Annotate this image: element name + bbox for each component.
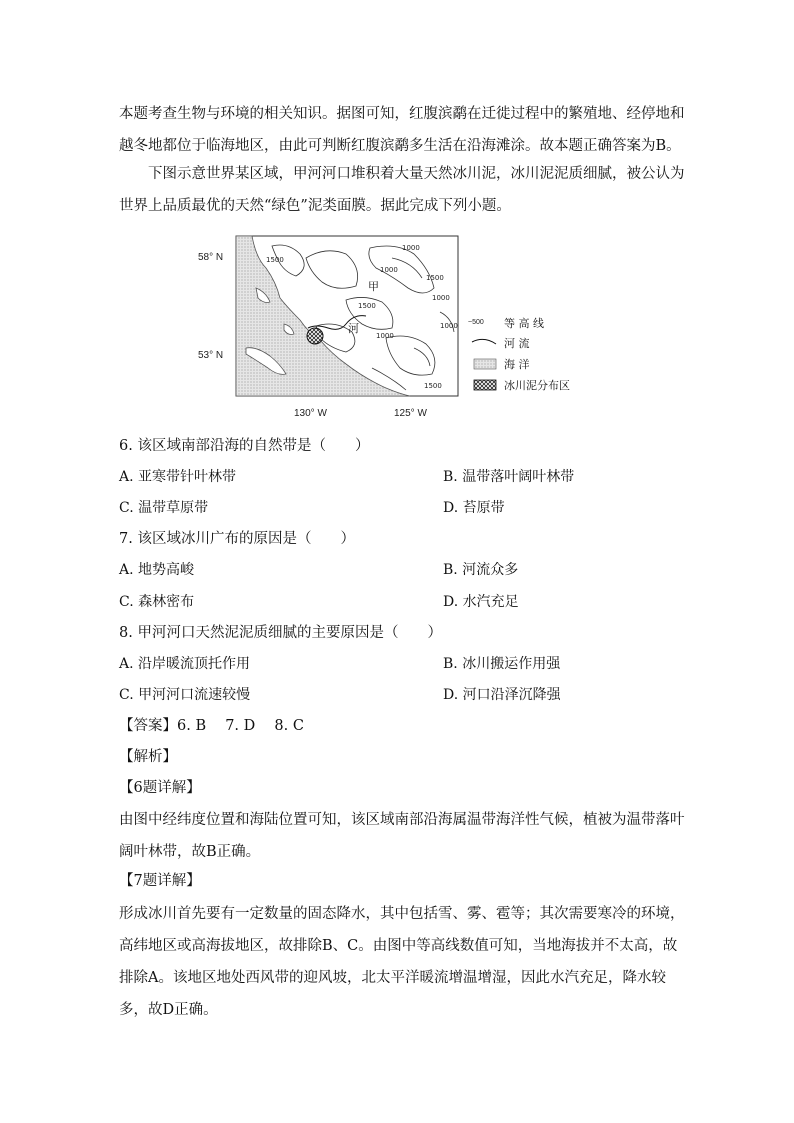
region-map [196,228,596,424]
glacial-mud-area [307,328,323,344]
legend-ocean-symbol [474,359,496,369]
question-8-option-c: C. 甲河河口流速较慢 [119,687,251,703]
question-7-option-d: D. 水汽充足 [443,594,519,610]
question-7-option-b: B. 河流众多 [443,562,519,578]
detail-7-text: 形成冰川首先要有一定数量的固态降水，其中包括雪、雾、雹等；其次需要寒冷的环境，高纬地区或高海拔地区，故排除B、C。由图中等高线数值可知，当地海拔并不太高，故排除A。该地区地处西风带的迎风坡，北太平洋暖流增温增湿，因此水汽充足，降水较多，故D正确。 [119,906,685,1018]
contour-label: 1000 [402,244,420,252]
lon-label-125: 125° W [394,408,427,419]
question-6-option-d: D. 苔原带 [443,500,505,516]
question-8-option-a: A. 沿岸暖流顶托作用 [119,656,251,672]
detail-6-heading: 【6题详解】 [119,780,201,796]
question-8-stem: 8. 甲河河口天然泥泥质细腻的主要原因是（ ） [119,625,442,641]
question-8-option-b: B. 冰川搬运作用强 [443,656,561,672]
question-7-option-c: C. 森林密布 [119,594,195,610]
legend-label-mud: 冰川泥分布区 [504,379,570,392]
contour-label: 1000 [376,332,394,340]
lat-label-53: 53° N [198,350,224,361]
lat-label-58: 58° N [198,252,224,263]
question-7-option-a: A. 地势高峻 [119,562,195,578]
answer-line: 【答案】6. B 7. D 8. C [119,718,304,734]
material-paragraph: 下图示意世界某区域，甲河河口堆积着大量天然冰川泥，冰川泥泥质细腻，被公认为世界上品质最优的天然“绿色”泥类面膜。据此完成下列小题。 [119,166,685,214]
contour-label: 1000 [440,322,458,330]
question-6-option-c: C. 温带草原带 [119,500,209,516]
detail-7-heading: 【7题详解】 [119,873,201,889]
place-label-river: 河 [348,322,359,335]
legend-label-contour: 等 高 线 [504,317,544,330]
map-legend [468,316,570,392]
contour-label: 1500 [358,302,376,310]
question-8-option-d: D. 河口沿泽沉降强 [443,687,561,703]
question-6-stem: 6. 该区域南部沿海的自然带是（ ） [119,438,370,454]
intro-paragraph: 本题考查生物与环境的相关知识。据图可知，红腹滨鹬在迁徙过程中的繁殖地、经停地和越冬地都位于临海地区，由此可判断红腹滨鹬多生活在沿海滩涂。故本题正确答案为B。 [119,106,685,154]
question-6-option-a: A. 亚寒带针叶林带 [119,469,237,485]
contour-label: 1500 [426,274,444,282]
question-7-stem: 7. 该区域冰川广布的原因是（ ） [119,531,355,547]
analysis-heading: 【解析】 [119,749,177,765]
lon-label-130: 130° W [294,408,327,419]
question-6-option-b: B. 温带落叶阔叶林带 [443,469,575,485]
legend-label-ocean: 海 洋 [504,358,530,371]
legend-mud-symbol [474,380,496,390]
contour-label: 1000 [432,294,450,302]
detail-6-text: 由图中经纬度位置和海陆位置可知，该区域南部沿海属温带海洋性气候，植被为温带落叶阔叶林带，故B正确。 [119,812,685,860]
legend-symbol-contour: ~500 [468,319,484,326]
legend-river-symbol [472,339,496,344]
legend-label-river: 河 流 [504,337,530,350]
contour-label: 1500 [424,382,442,390]
contour-label: 1000 [380,266,398,274]
contour-label: 1500 [266,256,284,264]
place-label-jia: 甲 [368,280,379,293]
